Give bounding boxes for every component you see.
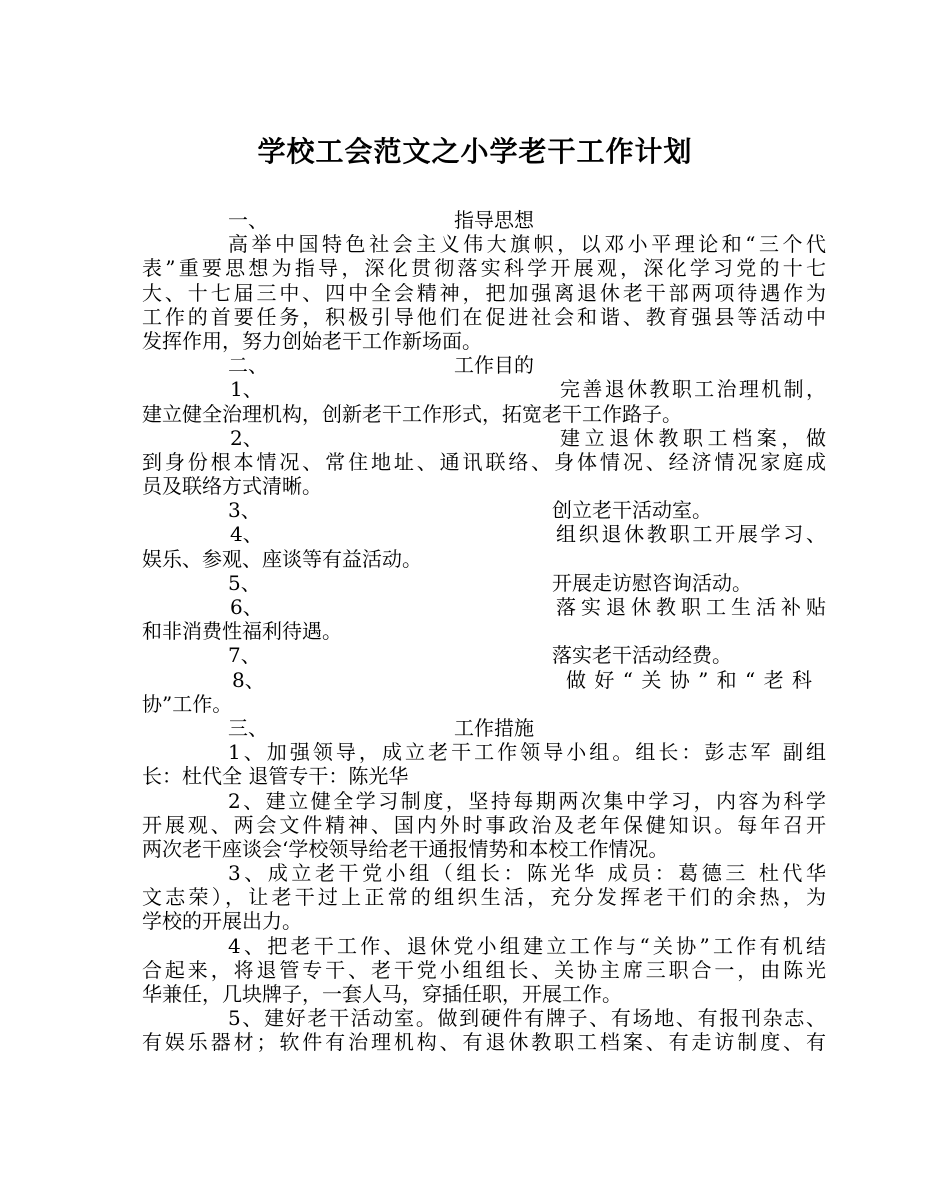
paragraph-line: 协”工作。 bbox=[142, 691, 233, 716]
item-text: 建立退休教职工档案，做 bbox=[560, 425, 826, 450]
paragraph-line: 到身份根本情况、常住地址、通讯联络、身体情况、经济情况家庭成 bbox=[142, 449, 826, 474]
item-text: 创立老干活动室。 bbox=[552, 498, 712, 523]
paragraph-line: 华兼任，几块牌子，一套人马，穿插任职，开展工作。 bbox=[142, 982, 622, 1006]
paragraph-line: 长：杜代全 退管专干：陈光华 bbox=[142, 764, 409, 789]
item-text: 落实退休教职工生活补贴 bbox=[556, 595, 826, 619]
paragraph-line: 1、加强领导，成立老干工作领导小组。组长：彭志军 副组 bbox=[228, 740, 826, 765]
paragraph-line: 高举中国特色社会主义伟大旗帜，以邓小平理论和“三个代 bbox=[228, 232, 826, 257]
paragraph-line: 大、十七届三中、四中全会精神，把加强离退休老干部两项待遇作为 bbox=[142, 280, 826, 305]
item-text: 完善退休教职工治理机制， bbox=[560, 377, 826, 402]
section-heading-2 bbox=[142, 353, 826, 377]
item-number: 6、 bbox=[230, 595, 263, 619]
paragraph-line: 发挥作用，努力创始老干工作新场面。 bbox=[142, 328, 482, 353]
paragraph-line: 和非消费性福利待遇。 bbox=[142, 619, 342, 644]
paragraph-line: 娱乐、参观、座谈等有益活动。 bbox=[142, 546, 422, 571]
section-number: 二、 bbox=[228, 353, 268, 378]
paragraph-line: 学校的开展出力。 bbox=[142, 909, 302, 934]
list-item-4 bbox=[142, 522, 826, 546]
list-item-1 bbox=[142, 377, 826, 401]
section-title: 工作目的 bbox=[454, 353, 534, 378]
list-item-7 bbox=[142, 643, 826, 667]
section-heading-3 bbox=[142, 716, 826, 740]
paragraph-line: 工作的首要任务，积极引导他们在促进社会和谐、教育强县等活动中 bbox=[142, 304, 826, 329]
item-number: 3、 bbox=[228, 498, 261, 523]
item-text: 开展走访慰咨询活动。 bbox=[552, 570, 752, 595]
section-title: 工作措施 bbox=[454, 715, 534, 740]
section-number: 一、 bbox=[228, 208, 268, 232]
paragraph-line: 表”重要思想为指导，深化贯彻落实科学开展观，深化学习党的十七 bbox=[142, 256, 826, 281]
paragraph-line: 有娱乐器材；软件有治理机构、有退休教职工档案、有走访制度、有 bbox=[142, 1030, 826, 1055]
item-number: 7、 bbox=[228, 643, 261, 668]
item-text: 落实老干活动经费。 bbox=[552, 643, 732, 668]
section-title: 指导思想 bbox=[454, 208, 534, 232]
paragraph-line: 5、建好老干活动室。做到硬件有牌子、有场地、有报刊杂志、 bbox=[228, 1006, 826, 1031]
paragraph-line: 文志荣），让老干过上正常的组织生活，充分发挥老干们的余热，为 bbox=[142, 885, 826, 910]
paragraph-line: 2、建立健全学习制度，坚持每期两次集中学习，内容为科学 bbox=[228, 788, 826, 813]
paragraph-line: 4、把老干工作、退休党小组建立工作与“关协”工作有机结 bbox=[228, 933, 826, 958]
list-item-3 bbox=[142, 498, 826, 522]
list-item-2 bbox=[142, 426, 826, 450]
document-title: 学校工会范文之小学老干工作计划 bbox=[257, 135, 693, 168]
paragraph-line: 建立健全治理机构，创新老干工作形式，拓宽老干工作路子。 bbox=[142, 401, 682, 426]
list-item-8 bbox=[142, 668, 826, 692]
paragraph-line: 开展观、两会文件精神、国内外时事政治及老年保健知识。每年召开 bbox=[142, 812, 826, 837]
section-number: 三、 bbox=[228, 715, 268, 740]
item-number: 5、 bbox=[228, 570, 261, 595]
item-number: 8、 bbox=[232, 667, 265, 692]
item-number: 2、 bbox=[230, 425, 263, 450]
paragraph-line: 合起来，将退管专干、老干党小组组长、关协主席三职合一，由陈光 bbox=[142, 957, 826, 982]
section-heading-1 bbox=[142, 208, 826, 232]
paragraph-line: 员及联络方式清晰。 bbox=[142, 474, 322, 499]
list-item-6 bbox=[142, 595, 826, 619]
list-item-5 bbox=[142, 571, 826, 595]
item-text: 做好“关协”和“老科 bbox=[566, 667, 812, 692]
paragraph-line: 两次老干座谈会‘学校领导给老干通报情势和本校工作情况。 bbox=[142, 836, 669, 861]
item-text: 组织退休教职工开展学习、 bbox=[556, 522, 826, 547]
item-number: 4、 bbox=[230, 522, 263, 547]
document-body bbox=[142, 208, 826, 1055]
paragraph-line: 3、成立老干党小组（组长：陈光华 成员：葛德三 杜代华 bbox=[228, 861, 826, 886]
item-number: 1、 bbox=[230, 377, 263, 402]
